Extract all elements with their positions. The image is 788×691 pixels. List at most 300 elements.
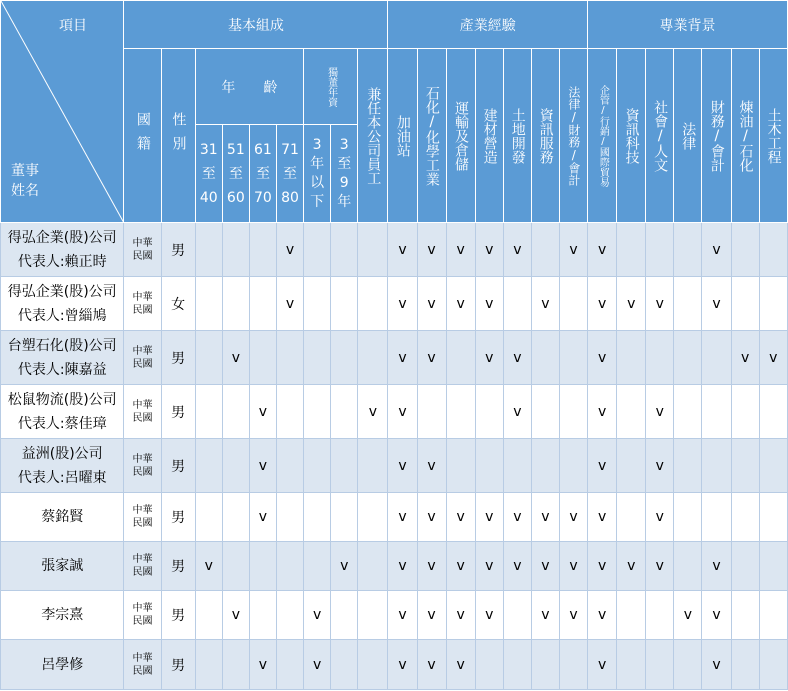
mark-cell xyxy=(446,385,475,439)
check-icon: v xyxy=(398,457,407,474)
col-prof-3: 法律 xyxy=(674,49,702,223)
mark-cell xyxy=(358,385,388,439)
corner-header xyxy=(1,1,124,223)
mark-cell xyxy=(276,640,303,690)
check-icon: v xyxy=(456,607,465,623)
mark-cell xyxy=(417,493,446,542)
nationality-cell xyxy=(124,591,161,640)
mark-cell xyxy=(646,277,674,331)
mark-cell xyxy=(388,591,417,640)
mark-cell xyxy=(417,542,446,591)
check-icon: v xyxy=(597,295,607,312)
mark-cell xyxy=(731,542,759,591)
director-name-line: 張家誠 xyxy=(41,558,84,574)
mark-cell xyxy=(446,542,475,591)
gender-cell: 女 xyxy=(161,277,195,331)
check-icon: v xyxy=(541,509,550,525)
mark-cell xyxy=(388,331,417,385)
mark-cell xyxy=(276,277,303,331)
director-name-line: 益洲(股)公司 xyxy=(21,445,103,462)
check-icon: v xyxy=(312,656,322,673)
mark-cell xyxy=(417,640,446,690)
mark-cell xyxy=(249,223,276,277)
mark-cell xyxy=(531,591,559,640)
nationality-line: 中華 xyxy=(132,554,153,565)
mark-cell xyxy=(731,439,759,493)
mark-cell xyxy=(475,223,503,277)
director-name xyxy=(1,591,124,640)
nationality-line: 中華 xyxy=(132,237,153,249)
mark-cell xyxy=(446,640,475,690)
mark-cell xyxy=(276,439,303,493)
nationality-line: 中華 xyxy=(132,603,153,614)
mark-cell xyxy=(559,385,587,439)
col-industry-5: 資訊服務 xyxy=(531,49,559,223)
check-icon: v xyxy=(231,607,240,623)
mark-cell xyxy=(304,223,331,277)
mark-cell xyxy=(222,439,249,493)
mark-cell xyxy=(531,277,559,331)
mark-cell xyxy=(588,591,617,640)
mark-cell xyxy=(702,493,731,542)
gender-cell: 男 xyxy=(161,439,195,493)
mark-cell xyxy=(559,331,587,385)
check-icon: v xyxy=(456,241,465,258)
director-name xyxy=(1,277,124,331)
director-name xyxy=(1,640,124,690)
check-icon: v xyxy=(513,558,522,574)
mark-cell xyxy=(646,223,674,277)
director-name-line: 得弘企業(股)公司 xyxy=(7,283,117,300)
mark-cell xyxy=(249,591,276,640)
mark-cell xyxy=(759,542,787,591)
mark-cell xyxy=(249,439,276,493)
check-icon: v xyxy=(485,558,494,574)
mark-cell xyxy=(195,591,222,640)
mark-cell xyxy=(304,591,331,640)
check-icon: v xyxy=(485,295,494,312)
col-age-71-80: 71 至 80 xyxy=(276,125,303,223)
mark-cell xyxy=(559,223,587,277)
mark-cell xyxy=(195,542,222,591)
mark-cell xyxy=(588,439,617,493)
mark-cell xyxy=(331,439,358,493)
mark-cell xyxy=(388,385,417,439)
mark-cell xyxy=(276,385,303,439)
mark-cell xyxy=(759,439,787,493)
table-row xyxy=(1,493,788,542)
mark-cell xyxy=(617,493,646,542)
nationality-cell xyxy=(124,277,161,331)
check-icon: v xyxy=(485,241,494,258)
group-industry: 產業經驗 xyxy=(388,1,588,49)
check-icon: v xyxy=(712,607,721,623)
mark-cell xyxy=(646,640,674,690)
mark-cell xyxy=(388,493,417,542)
mark-cell xyxy=(276,591,303,640)
mark-cell xyxy=(702,439,731,493)
mark-cell xyxy=(531,331,559,385)
nationality-cell xyxy=(124,385,161,439)
director-name-line: 代表人:賴正時 xyxy=(17,253,107,270)
check-icon: v xyxy=(569,241,578,258)
check-icon: v xyxy=(712,558,721,574)
check-icon: v xyxy=(456,558,465,574)
gender-cell: 男 xyxy=(161,331,195,385)
mark-cell xyxy=(759,277,787,331)
table-row xyxy=(1,223,788,277)
nationality-line: 民國 xyxy=(132,250,153,262)
nationality-line: 中華 xyxy=(132,505,153,516)
mark-cell xyxy=(559,640,587,690)
mark-cell xyxy=(417,331,446,385)
mark-cell xyxy=(702,640,731,690)
mark-cell xyxy=(249,385,276,439)
mark-cell xyxy=(531,439,559,493)
check-icon: v xyxy=(312,607,322,623)
mark-cell xyxy=(222,591,249,640)
check-icon: v xyxy=(398,656,407,673)
check-icon: v xyxy=(541,607,550,623)
mark-cell xyxy=(222,493,249,542)
check-icon: v xyxy=(368,403,377,420)
mark-cell xyxy=(276,223,303,277)
mark-cell xyxy=(759,331,787,385)
mark-cell xyxy=(358,640,388,690)
mark-cell xyxy=(195,385,222,439)
mark-cell xyxy=(388,277,417,331)
nationality-line: 民國 xyxy=(132,518,153,529)
mark-cell xyxy=(304,385,331,439)
mark-cell xyxy=(646,439,674,493)
check-icon: v xyxy=(597,656,607,673)
mark-cell xyxy=(195,223,222,277)
mark-cell xyxy=(388,640,417,690)
mark-cell xyxy=(195,277,222,331)
director-name-line: 李宗熹 xyxy=(41,607,84,623)
mark-cell xyxy=(388,439,417,493)
check-icon: v xyxy=(627,558,636,574)
gender-cell: 男 xyxy=(161,591,195,640)
check-icon: v xyxy=(712,241,721,258)
col-industry-2: 運輸及倉儲 xyxy=(446,49,475,223)
mark-cell xyxy=(503,542,531,591)
col-nationality: 國籍 xyxy=(124,49,161,223)
mark-cell xyxy=(503,640,531,690)
director-name-line: 呂學修 xyxy=(41,656,84,673)
check-icon: v xyxy=(398,558,407,574)
mark-cell xyxy=(674,331,702,385)
check-icon: v xyxy=(485,349,494,366)
mark-cell xyxy=(617,439,646,493)
col-tenure-3-9: 3 至 9 年 xyxy=(331,125,358,223)
check-icon: v xyxy=(258,656,268,673)
mark-cell xyxy=(503,331,531,385)
mark-cell xyxy=(358,591,388,640)
check-icon: v xyxy=(456,509,465,525)
mark-cell xyxy=(222,385,249,439)
mark-cell xyxy=(195,493,222,542)
director-name xyxy=(1,385,124,439)
col-prof-0: 企管/行銷/國際貿易 xyxy=(588,49,617,223)
mark-cell xyxy=(475,493,503,542)
check-icon: v xyxy=(712,295,721,312)
mark-cell xyxy=(617,591,646,640)
mark-cell xyxy=(617,277,646,331)
group-basic: 基本組成 xyxy=(124,1,388,49)
gender-cell: 男 xyxy=(161,223,195,277)
check-icon: v xyxy=(231,349,240,366)
check-icon: v xyxy=(541,295,550,312)
check-icon: v xyxy=(627,295,636,312)
mark-cell xyxy=(559,277,587,331)
col-prof-4: 財務/會計 xyxy=(702,49,731,223)
mark-cell xyxy=(531,385,559,439)
mark-cell xyxy=(358,277,388,331)
mark-cell xyxy=(674,542,702,591)
mark-cell xyxy=(475,385,503,439)
gender-cell: 男 xyxy=(161,640,195,690)
director-name-line: 得弘企業(股)公司 xyxy=(7,229,117,246)
corner-bottom-label: 董事 姓名 xyxy=(11,163,39,199)
nationality-line: 民國 xyxy=(132,665,153,677)
nationality-line: 中華 xyxy=(132,399,153,411)
mark-cell xyxy=(446,277,475,331)
mark-cell xyxy=(475,542,503,591)
mark-cell xyxy=(331,640,358,690)
nationality-line: 民國 xyxy=(132,466,153,478)
col-tenure-under-3: 3 年 以 下 xyxy=(304,125,331,223)
check-icon: v xyxy=(597,457,607,474)
mark-cell xyxy=(646,331,674,385)
mark-cell xyxy=(276,331,303,385)
check-icon: v xyxy=(597,607,607,623)
mark-cell xyxy=(588,640,617,690)
table-row xyxy=(1,640,788,690)
gender-cell: 男 xyxy=(161,385,195,439)
table-row xyxy=(1,277,788,331)
mark-cell xyxy=(674,277,702,331)
mark-cell xyxy=(475,439,503,493)
mark-cell xyxy=(304,542,331,591)
check-icon: v xyxy=(427,558,436,574)
mark-cell xyxy=(588,277,617,331)
mark-cell xyxy=(417,591,446,640)
gender-cell: 男 xyxy=(161,493,195,542)
check-icon: v xyxy=(427,457,436,474)
mark-cell xyxy=(222,223,249,277)
mark-cell xyxy=(531,542,559,591)
mark-cell xyxy=(588,493,617,542)
mark-cell xyxy=(358,542,388,591)
check-icon: v xyxy=(398,349,407,366)
check-icon: v xyxy=(427,295,436,312)
nationality-line: 中華 xyxy=(132,652,153,664)
col-age: 年 齡 xyxy=(195,49,303,125)
mark-cell xyxy=(249,277,276,331)
check-icon: v xyxy=(427,656,436,673)
mark-cell xyxy=(446,331,475,385)
mark-cell xyxy=(702,385,731,439)
mark-cell xyxy=(475,591,503,640)
check-icon: v xyxy=(258,457,268,474)
mark-cell xyxy=(531,640,559,690)
check-icon: v xyxy=(740,349,750,366)
check-icon: v xyxy=(456,295,465,312)
col-tenure: 獨董年資 xyxy=(304,49,358,125)
col-industry-6: 法律/財務/會計 xyxy=(559,49,587,223)
director-name-line: 蔡銘賢 xyxy=(41,509,84,525)
director-name xyxy=(1,493,124,542)
mark-cell xyxy=(417,385,446,439)
mark-cell xyxy=(446,439,475,493)
check-icon: v xyxy=(427,241,436,258)
mark-cell xyxy=(731,640,759,690)
mark-cell xyxy=(674,591,702,640)
mark-cell xyxy=(503,223,531,277)
col-age-31-40: 31 至 40 xyxy=(195,125,222,223)
col-prof-5: 煉油/石化 xyxy=(731,49,759,223)
mark-cell xyxy=(222,331,249,385)
check-icon: v xyxy=(427,349,436,366)
mark-cell xyxy=(617,542,646,591)
table-row xyxy=(1,439,788,493)
check-icon: v xyxy=(285,241,295,258)
mark-cell xyxy=(331,591,358,640)
check-icon: v xyxy=(513,349,522,366)
mark-cell xyxy=(588,223,617,277)
gender-cell: 男 xyxy=(161,542,195,591)
mark-cell xyxy=(304,277,331,331)
director-name-line: 代表人:陳嘉益 xyxy=(17,361,107,378)
mark-cell xyxy=(331,542,358,591)
mark-cell xyxy=(358,439,388,493)
check-icon: v xyxy=(683,607,693,623)
col-prof-1: 資訊科技 xyxy=(617,49,646,223)
check-icon: v xyxy=(398,607,407,623)
check-icon: v xyxy=(569,558,578,574)
nationality-line: 民國 xyxy=(132,412,153,424)
check-icon: v xyxy=(258,403,268,420)
mark-cell xyxy=(674,385,702,439)
check-icon: v xyxy=(712,656,721,673)
mark-cell xyxy=(446,223,475,277)
mark-cell xyxy=(446,493,475,542)
nationality-line: 民國 xyxy=(132,358,153,370)
nationality-cell xyxy=(124,640,161,690)
check-icon: v xyxy=(597,558,607,574)
mark-cell xyxy=(358,331,388,385)
mark-cell xyxy=(304,640,331,690)
col-industry-4: 土地開發 xyxy=(503,49,531,223)
check-icon: v xyxy=(569,607,578,623)
table-row xyxy=(1,542,788,591)
mark-cell xyxy=(249,331,276,385)
mark-cell xyxy=(475,277,503,331)
mark-cell xyxy=(759,591,787,640)
mark-cell xyxy=(503,591,531,640)
check-icon: v xyxy=(398,241,407,258)
mark-cell xyxy=(249,493,276,542)
mark-cell xyxy=(759,385,787,439)
mark-cell xyxy=(249,640,276,690)
mark-cell xyxy=(617,640,646,690)
mark-cell xyxy=(503,439,531,493)
check-icon: v xyxy=(485,509,494,525)
mark-cell xyxy=(388,223,417,277)
check-icon: v xyxy=(769,349,778,366)
check-icon: v xyxy=(427,509,436,525)
mark-cell xyxy=(304,493,331,542)
table-body xyxy=(1,223,788,690)
mark-cell xyxy=(358,493,388,542)
group-professional: 專業背景 xyxy=(588,1,788,49)
check-icon: v xyxy=(655,295,664,312)
mark-cell xyxy=(731,591,759,640)
nationality-line: 中華 xyxy=(132,453,153,465)
corner-top-label: 項目 xyxy=(59,18,87,34)
director-name-line: 代表人:曾緇鳩 xyxy=(17,307,107,324)
mark-cell xyxy=(731,277,759,331)
mark-cell xyxy=(222,277,249,331)
nationality-line: 中華 xyxy=(132,345,153,357)
director-name xyxy=(1,542,124,591)
check-icon: v xyxy=(655,558,664,574)
check-icon: v xyxy=(485,607,494,623)
mark-cell xyxy=(222,542,249,591)
mark-cell xyxy=(503,493,531,542)
mark-cell xyxy=(731,331,759,385)
mark-cell xyxy=(417,223,446,277)
check-icon: v xyxy=(513,403,522,420)
mark-cell xyxy=(331,331,358,385)
check-icon: v xyxy=(597,509,607,525)
mark-cell xyxy=(276,493,303,542)
mark-cell xyxy=(588,331,617,385)
check-icon: v xyxy=(513,241,522,258)
nationality-line: 民國 xyxy=(132,567,153,578)
mark-cell xyxy=(646,591,674,640)
mark-cell xyxy=(331,493,358,542)
check-icon: v xyxy=(597,241,607,258)
check-icon: v xyxy=(597,349,607,366)
mark-cell xyxy=(731,223,759,277)
col-concurrent: 兼任本公司員工 xyxy=(358,49,388,223)
director-name-line: 松鼠物流(股)公司 xyxy=(7,391,117,408)
col-industry-0: 加油站 xyxy=(388,49,417,223)
check-icon: v xyxy=(398,509,407,525)
mark-cell xyxy=(195,331,222,385)
mark-cell xyxy=(702,591,731,640)
check-icon: v xyxy=(398,403,407,420)
mark-cell xyxy=(617,385,646,439)
mark-cell xyxy=(331,223,358,277)
nationality-line: 民國 xyxy=(132,304,153,316)
mark-cell xyxy=(195,439,222,493)
mark-cell xyxy=(417,439,446,493)
table-row xyxy=(1,385,788,439)
mark-cell xyxy=(646,542,674,591)
mark-cell xyxy=(276,542,303,591)
mark-cell xyxy=(358,223,388,277)
mark-cell xyxy=(195,640,222,690)
mark-cell xyxy=(475,331,503,385)
mark-cell xyxy=(417,277,446,331)
col-age-51-60: 51 至 60 xyxy=(222,125,249,223)
mark-cell xyxy=(702,331,731,385)
check-icon: v xyxy=(569,509,578,525)
mark-cell xyxy=(674,640,702,690)
